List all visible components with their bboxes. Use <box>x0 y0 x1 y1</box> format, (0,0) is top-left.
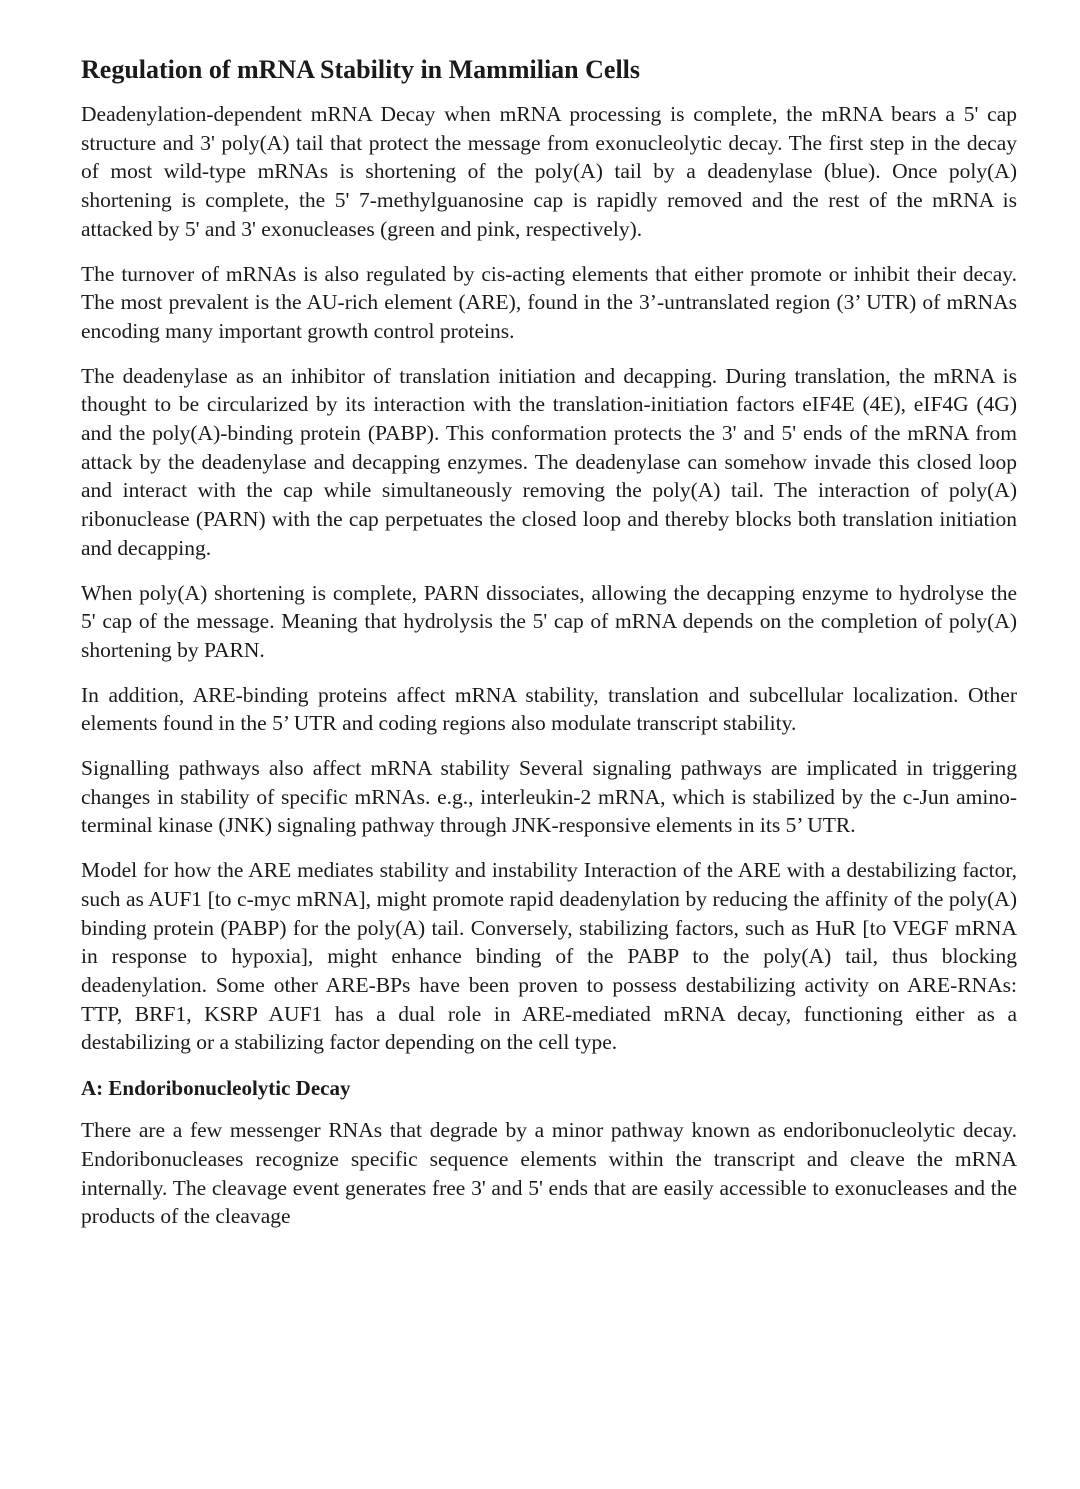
paragraph-are-binding: In addition, ARE-binding proteins affect mRNA stability, translation and subcellular localization. Other elements found in the 5’ UTR and coding regions also modulate transcript stability. <box>81 682 1017 736</box>
paragraph-translation-inhibitor: The deadenylase as an inhibitor of translation initiation and decapping. During translation, the mRNA is thought to be circularized by its interaction with the translation-initiation factors eIF4E (4E), eIF4G (4G) and the poly(A)-binding protein (PABP). This conformation protects the 3' and 5' ends of the mRNA from attack by the deadenylase and decapping enzymes. The deadenylase can somehow invade this closed loop and interact with the cap while simultaneously removing the poly(A) tail. The interaction of poly(A) ribonuclease (PARN) with the cap perpetuates the closed loop and thereby blocks both translation initiation and decapping. <box>81 363 1017 560</box>
paragraph-endoribonucleolytic: There are a few messenger RNAs that degrade by a minor pathway known as endoribonucleolytic decay. Endoribonucleases recognize specific sequence elements within the transcript and cleave the mRNA internally. The cleavage event generates free 3' and 5' ends that are easily accessible to exonucleases and the products of the cleavage <box>81 1118 1017 1229</box>
document-page <box>81 52 1017 1247</box>
paragraph-cis-acting: The turnover of mRNAs is also regulated by cis-acting elements that either promote or inhibit their decay. The most prevalent is the AU-rich element (ARE), found in the 3’-untranslated region (3’ UTR) of mRNAs encoding many important growth control proteins. <box>81 261 1017 343</box>
paragraph-parn-dissociation: When poly(A) shortening is complete, PARN dissociates, allowing the decapping enzyme to hydrolyse the 5' cap of the message. Meaning that hydrolysis the 5' cap of mRNA depends on the completion of poly(A) shortening by PARN. <box>81 580 1017 662</box>
paragraph-are-model: Model for how the ARE mediates stability and instability Interaction of the ARE with a destabilizing factor, such as AUF1 [to c-myc mRNA], might promote rapid deadenylation by reducing the affinity of the poly(A) binding protein (PABP) for the poly(A) tail. Conversely, stabilizing factors, such as HuR [to VEGF mRNA in response to hypoxia], might enhance binding of the PABP to the poly(A) tail, thus blocking deadenylation. Some other ARE-BPs have been proven to possess destabilizing activity on ARE-RNAs: TTP, BRF1, KSRP AUF1 has a dual role in ARE-mediated mRNA decay, functioning either as a destabilizing or a stabilizing factor depending on the cell type. <box>81 858 1017 1055</box>
section-heading-endoribonucleolytic: A: Endoribonucleolytic Decay <box>81 1076 351 1101</box>
paragraph-deadenylation: Deadenylation-dependent mRNA Decay when mRNA processing is complete, the mRNA bears a 5' cap structure and 3' poly(A) tail that protect the message from exonucleolytic decay. The first step in the decay of most wild-type mRNAs is shortening of the poly(A) tail by a deadenylase (blue). Once poly(A) shortening is complete, the 5' 7-methylguanosine cap is rapidly removed and the rest of the mRNA is attacked by 5' and 3' exonucleases (green and pink, respectively). <box>81 102 1017 241</box>
document-title: Regulation of mRNA Stability in Mammilian Cells <box>81 55 641 84</box>
paragraph-signalling: Signalling pathways also affect mRNA stability Several signaling pathways are implicated in triggering changes in stability of specific mRNAs. e.g., interleukin-2 mRNA, which is stabilized by the c-Jun amino-terminal kinase (JNK) signaling pathway through JNK-responsive elements in its 5’ UTR. <box>81 756 1017 838</box>
